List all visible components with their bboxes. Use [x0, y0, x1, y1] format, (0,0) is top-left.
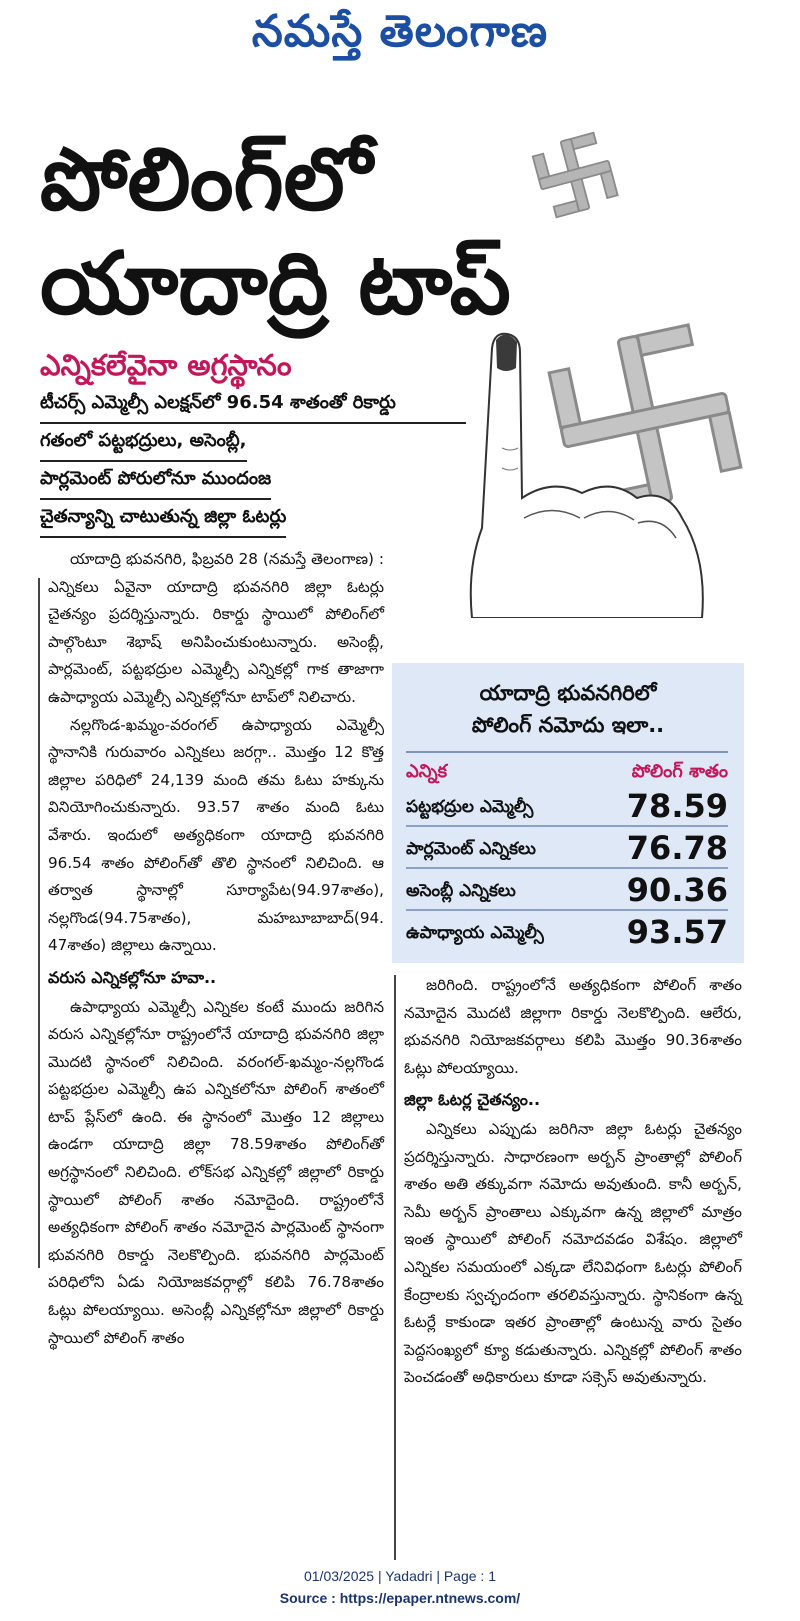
article-paragraph: నల్లగొండ-ఖమ్మం-వరంగల్ ఉపాధ్యాయ ఎమ్మెల్సీ స్థానానికి గురువారం ఎన్నికలు జరగ్గా.. మొత్తం 12 కొత్త జిల్లాల పరిధిలో 24,139 మంది తమ ఓటు హక్కును వినియోగించుకున్నారు. 93.57 శాతం మంది ఓటు వేశారు. ఇందులో అత్యధికంగా యాదాద్రి భువనగిరి 96.54 శాతం పోలింగ్‌తో తొలి స్థానంలో నిలిచింది. ఆ తర్వాత స్థానాల్లో సూర్యాపేట(94.97శాతం), నల్లగొండ(94.75శాతం), మహబూబాబాద్(94. 47శాతం) జిల్లాలు ఉన్నాయి. [48, 715, 384, 955]
article-column-2 [404, 972, 742, 1392]
deck-line-2: గతంలో పట్టభద్రులు, అసెంబ్లీ, [40, 430, 247, 462]
inked-finger-illustration [462, 328, 722, 618]
infobox-row-label: అసెంబ్లీ ఎన్నికలు [406, 881, 516, 901]
infobox-title [392, 677, 744, 741]
article-paragraph: జరిగింది. రాష్ట్రంలోనే అత్యధికంగా పోలింగ్ శాతం నమోదైన మొదటి జిల్లాగా రికార్డు నెలకొల్పింది. ఆలేరు, భువనగిరి నియోజకవర్గాలు కలిపి మొత్తం 90.36శాతం ఓట్లు పోలయ్యాయి. [404, 976, 742, 1077]
infobox-title-line-1: యాదాద్రి భువనగిరిలో [479, 681, 657, 705]
subheadline: ఎన్నికలేవైనా అగ్రస్థానం [40, 348, 292, 382]
infobox-row [406, 869, 728, 911]
headline-line-1: పోలింగ్‌లో [40, 130, 373, 230]
infobox-row-value: 93.57 [626, 913, 728, 951]
column-rule-left [38, 578, 40, 1268]
infobox-row-label: ఉపాధ్యాయ ఎమ్మెల్సీ [406, 923, 544, 943]
masthead-logo: నమస్తే తెలంగాణ [251, 6, 549, 57]
section-subheading: వరుస ఎన్నికల్లోనూ హవా.. [48, 967, 217, 987]
infobox-row [406, 911, 728, 951]
infobox-row-value: 90.36 [626, 871, 728, 909]
infobox-column-percent: పోలింగ్ శాతం [631, 761, 728, 782]
headline-line-2: యాదాద్రి టాప్ [40, 234, 511, 334]
infobox-row-label: పార్లమెంట్ ఎన్నికలు [406, 839, 536, 859]
infobox-title-line-2: పోలింగ్ నమోదు ఇలా.. [471, 713, 665, 737]
section-subheading: జిల్లా ఓటర్ల చైతన్యం.. [404, 1090, 541, 1110]
polling-infobox [392, 663, 744, 963]
article-paragraph: ఎన్నికలు ఎప్పుడు జరిగినా జిల్లా ఓటర్లు చైతన్యం ప్రదర్శిస్తున్నారు. సాధారణంగా అర్బన్ ప్రాంతాల్లో పోలింగ్ శాతం అతి తక్కువగా నమోదు అవుతుంది. కానీ అర్బన్, సెమీ అర్బన్ ప్రాంతాలు ఎక్కువగా ఉన్న జిల్లాలో మాత్రం ఇంత స్థాయిలో పోలింగ్ నమోదవడం విశేషం. జిల్లాలో ఎన్నికల సమయంలో ఎక్కడా లేనివిధంగా ఓటర్లు పోలింగ్ కేంద్రాలకు స్వచ్ఛందంగా తరలివస్తున్నారు. స్థానికంగా ఉన్న ఓటర్లే కాకుండా ఇతర ప్రాంతాల్లో ఉంటున్న వారు సైతం పెద్దసంఖ్యలో క్యూ కడుతున్నారు. ఎన్నికల్లో పోలింగ్ శాతం పెంచడంతో అధికారులు కూడా సక్సెస్ అవుతున్నారు. [404, 1119, 742, 1387]
infobox-row-label: పట్టభద్రుల ఎమ్మెల్సీ [406, 797, 534, 817]
infobox-row-value: 78.59 [626, 787, 728, 825]
ballot-mark-icon-small [530, 130, 620, 220]
infobox-column-election: ఎన్నిక [406, 761, 447, 782]
infobox-row [406, 827, 728, 869]
article-paragraph: యాదాద్రి భువనగిరి, ఫిబ్రవరి 28 (నమస్తే తెలంగాణ) : ఎన్నికలు ఏవైనా యాదాద్రి భువనగిరి జిల్లా ఓటర్లు చైతన్యం ప్రదర్శిస్తున్నారు. రికార్డు స్థాయిలో పోలింగ్‌లో పాల్గొంటూ శెభాష్ అనిపించుకుంటున్నారు. అసెంబ్లీ, పార్లమెంట్, పట్టభద్రుల ఎమ్మెల్సీ ఎన్నికల్లో గాక తాజాగా ఉపాధ్యాయ ఎమ్మెల్సీ ఎన్నికల్లోనూ టాప్‌లో నిలిచారు. [48, 550, 384, 706]
article-paragraph: ఉపాధ్యాయ ఎమ్మెల్సీ ఎన్నికల కంటే ముందు జరిగిన వరుస ఎన్నికల్లోనూ రాష్ట్రంలోనే యాదాద్రి భువనగిరి జిల్లా మొదటి స్థానంలో నిలిచింది. వరంగల్-ఖమ్మం-నల్లగొండ పట్టభద్రుల ఎమ్మెల్సీ ఉప ఎన్నికలోనూ పోలింగ్ శాతంలో టాప్ ప్లేస్‌లో ఉంది. ఈ స్థానంలో మొత్తం 12 జిల్లాలు ఉండగా యాదాద్రి జిల్లా 78.59శాతం పోలింగ్‌తో అగ్రస్థానంలో నిలిచింది. లోక్‌సభ ఎన్నికల్లో జిల్లాలో రికార్డు స్థాయిలో పోలింగ్ శాతం నమోదైంది. రాష్ట్రంలోనే అత్యధికంగా పోలింగ్ శాతం నమోదైన పార్లమెంట్ స్థానంగా భువనగిరి రికార్డు నెలకొల్పింది. భువనగిరి పార్లమెంట్ పరిధిలోని ఏడు నియోజకవర్గాల్లో కలిపి 76.78శాతం ఓట్లు పోలయ్యాయి. అసెంబ్లీ ఎన్నికల్లోనూ జిల్లాలో రికార్డు స్థాయిలో పోలింగ్ శాతం [48, 997, 384, 1347]
infobox-divider [406, 751, 728, 753]
column-rule-right [394, 975, 396, 1560]
deck-line-3: పార్లమెంట్ పోరులోనూ ముందంజ [40, 468, 271, 500]
footer-date-line: 01/03/2025 | Yadadri | Page : 1 [303, 1568, 496, 1584]
headline [40, 128, 760, 336]
infobox-row [406, 785, 728, 827]
deck-line-4: చైతన్యాన్ని చాటుతున్న జిల్లా ఓటర్లు [40, 506, 286, 538]
article-column-1 [48, 546, 384, 1352]
infobox-row-value: 76.78 [626, 829, 728, 867]
deck-line-1: టీచర్స్ ఎమ్మెల్సీ ఎలక్షన్‌లో 96.54 శాతంతో రికార్డు [40, 392, 466, 424]
footer-source-line: Source : https://epaper.ntnews.com/ [279, 1590, 521, 1606]
